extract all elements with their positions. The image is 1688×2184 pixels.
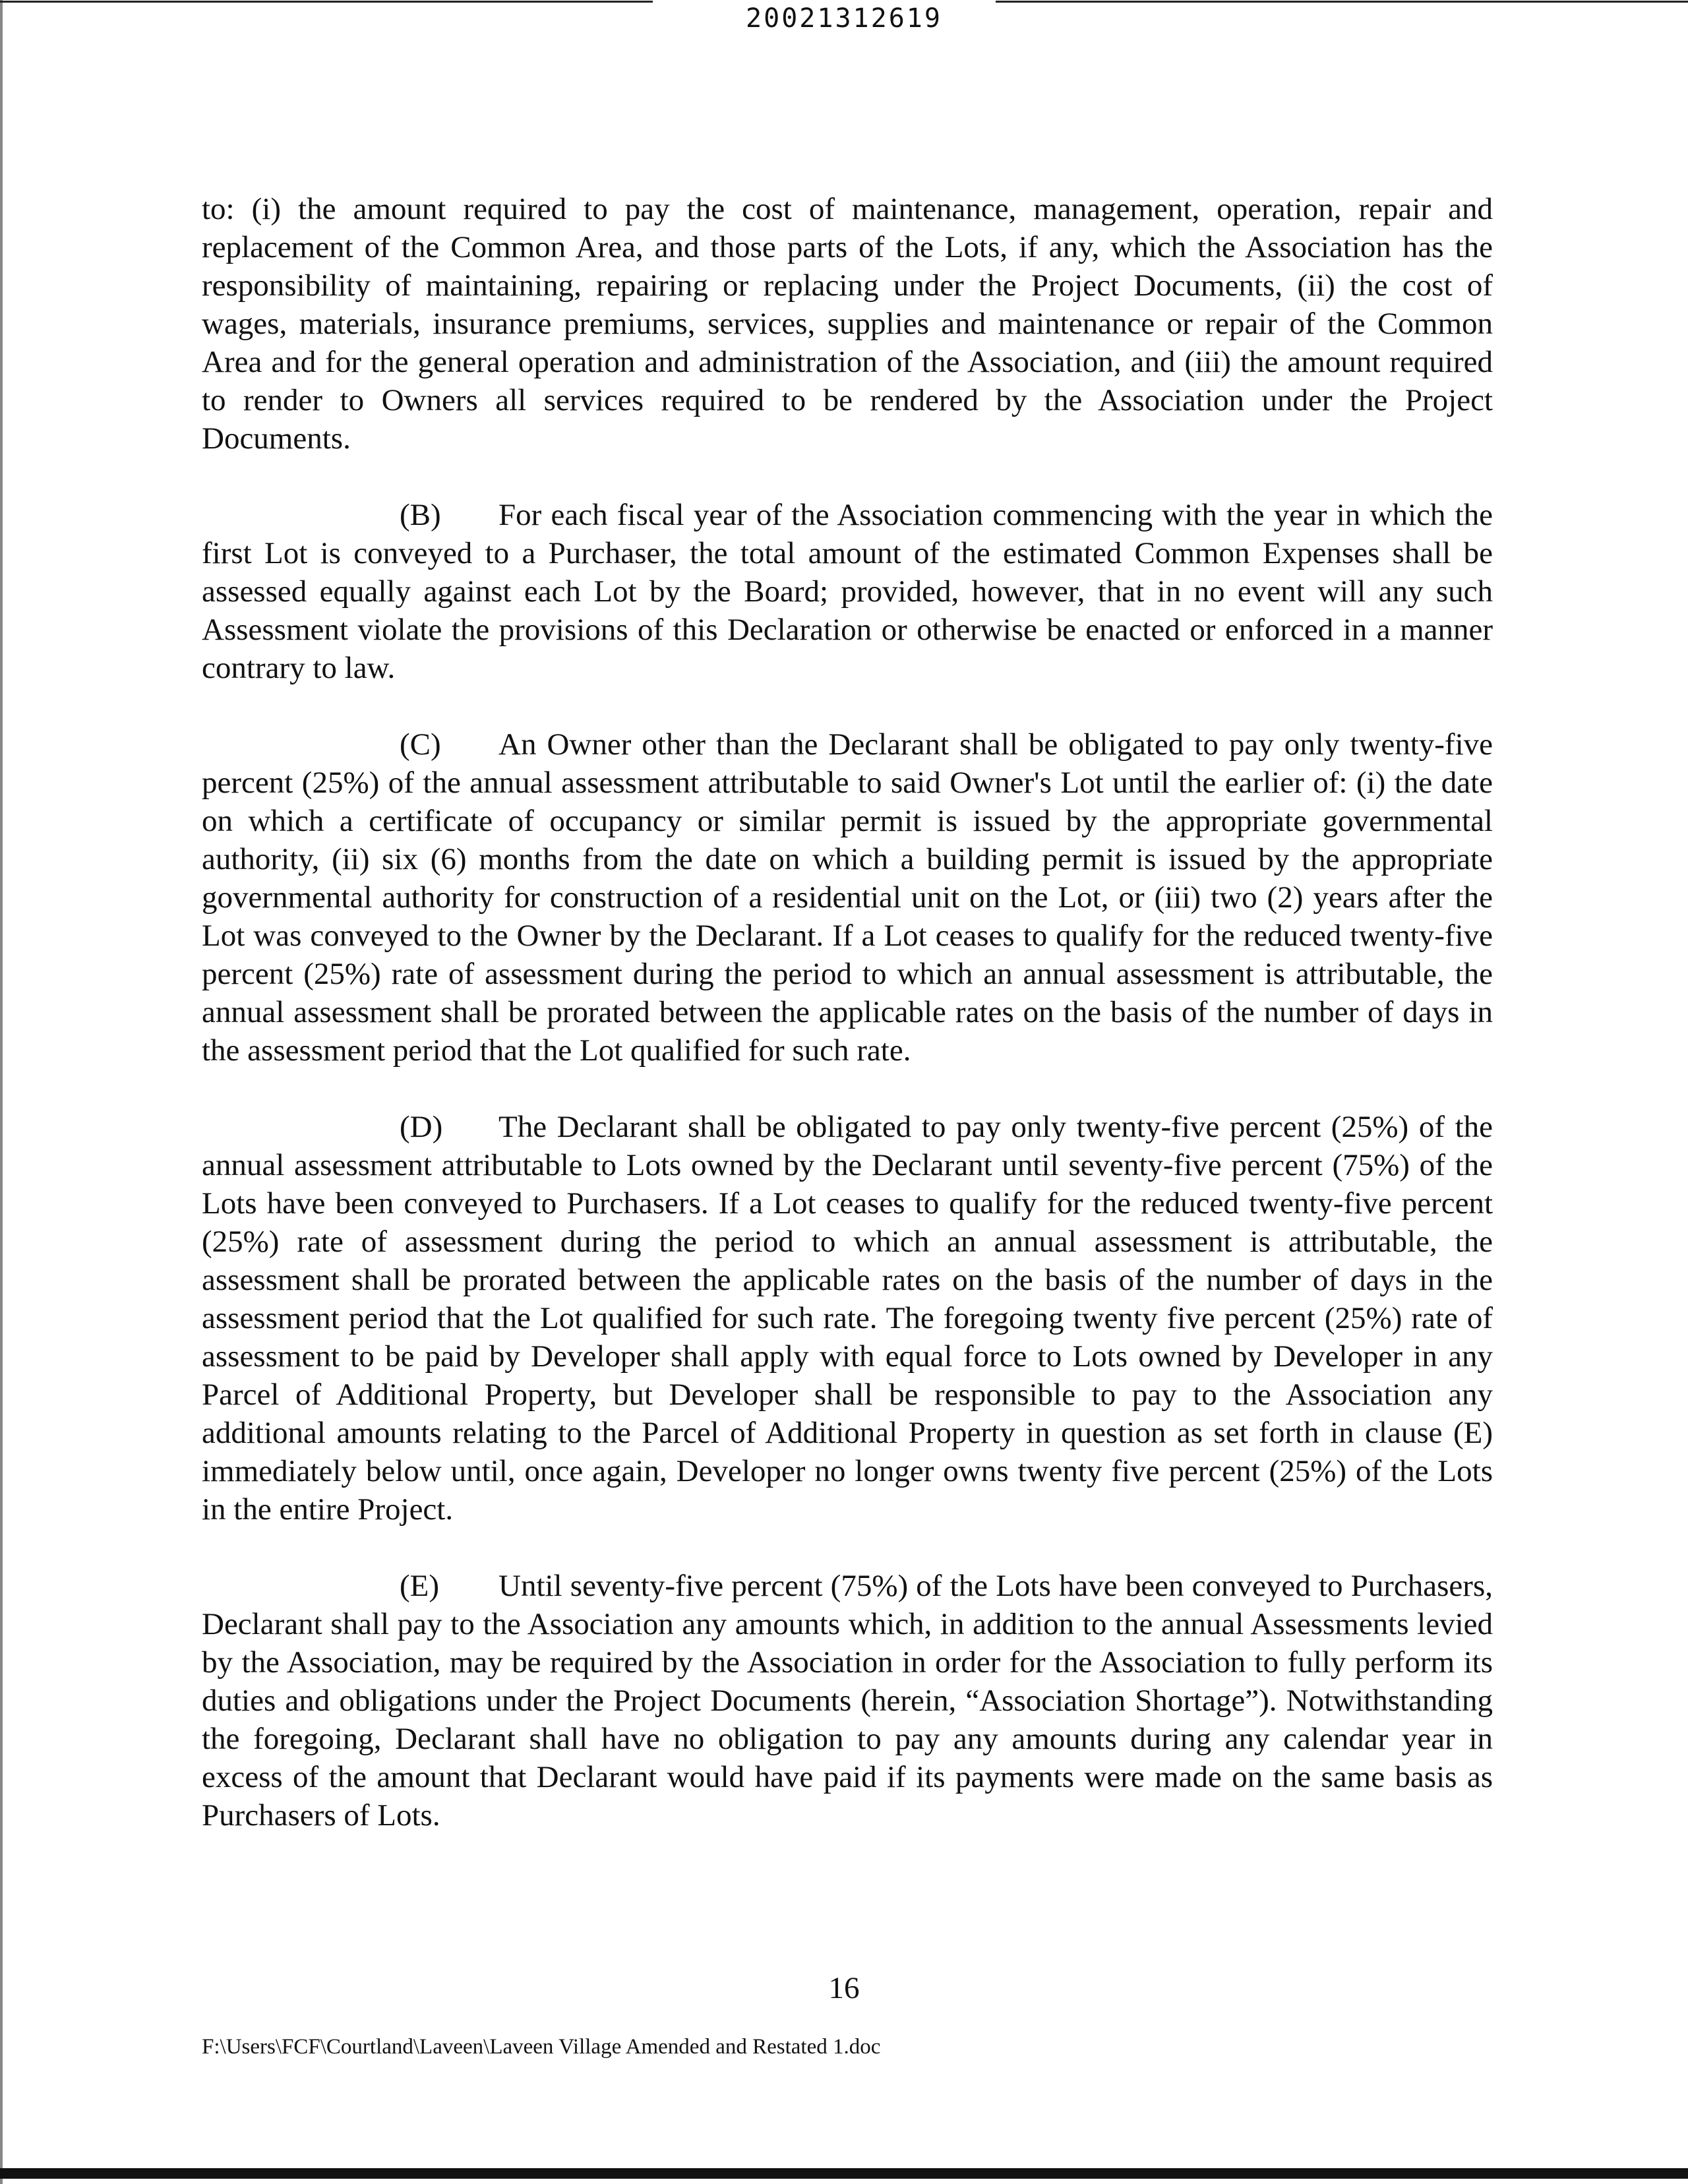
paragraph-d-label: (D): [400, 1110, 443, 1144]
paragraph-c: [202, 725, 1493, 1070]
recording-number: 20021312619: [746, 3, 942, 34]
page-number: 16: [828, 1971, 860, 2005]
paragraph-c-label: (C): [400, 727, 441, 762]
paragraph-d: [202, 1108, 1493, 1529]
paragraph-c-text: An Owner other than the Declarant shall be obligated to pay only twenty-five percent (25%) of the annual assessment attributable to said Owner's Lot until the earlier of: (i) the date on which a certificate of occupancy or similar permit is issued by the appropriate governmental authority, (ii) six (6) months from the date on which a building permit is issued by the appropriate governmental authority for construction of a residential unit on the Lot, or (iii) two (2) years after the Lot was conveyed to the Owner by the Declarant. If a Lot ceases to qualify for the reduced twenty-five percent (25%) rate of assessment during the period to which an annual assessment is attributable, the annual assessment shall be prorated between the applicable rates on the basis of the number of days in the assessment period that the Lot qualified for such rate.: [202, 727, 1493, 1068]
document-body: [202, 190, 1493, 1873]
paragraph-d-text: The Declarant shall be obligated to pay only twenty-five percent (25%) of the annual assessment attributable to Lots owned by the Declarant until seventy-five percent (75%) of the Lots have been conveyed to Purchasers. If a Lot ceases to qualify for the reduced twenty-five percent (25%) rate of assessment during the period to which an annual assessment is attributable, the assessment shall be prorated between the applicable rates on the basis of the number of days in the assessment period that the Lot qualified for such rate. The foregoing twenty five percent (25%) rate of assessment to be paid by Developer shall apply with equal force to Lots owned by Developer in any Parcel of Additional Property, but Developer shall be responsible to pay to the Association any additional amounts relating to the Parcel of Additional Property in question as set forth in clause (E) immediately below until, once again, Developer no longer owns twenty five percent (25%) of the Lots in the entire Project.: [202, 1110, 1493, 1527]
file-path-footer: F:\Users\FCF\Courtland\Laveen\Laveen Village Amended and Restated 1.doc: [202, 2035, 881, 2059]
paragraph-e: [202, 1567, 1493, 1835]
paragraph-a-continued: to: (i) the amount required to pay the cost of maintenance, management, operation, repair and replacement of the Common Area, and those parts of the Lots, if any, which the Association has the responsibility of maintaining, repairing or replacing under the Project Documents, (ii) the cost of wages, materials, insurance premiums, services, supplies and maintenance or repair of the Common Area and for the general operation and administration of the Association, and (iii) the amount required to render to Owners all services required to be rendered by the Association under the Project Documents.: [202, 192, 1493, 456]
paragraph-b-text: For each fiscal year of the Association commencing with the year in which the first Lot is conveyed to a Purchaser, the total amount of the estimated Common Expenses shall be assessed equally against each Lot by the Board; provided, however, that in no event will any such Assessment violate the provisions of this Declaration or otherwise be enacted or enforced in a manner contrary to law.: [202, 498, 1493, 685]
paragraph-b-label: (B): [400, 498, 441, 532]
paragraph-e-label: (E): [400, 1569, 440, 1603]
scan-left-edge: [0, 0, 3, 2184]
paragraph-b: [202, 496, 1493, 687]
bottom-rule: [0, 2168, 1688, 2179]
paragraph-e-text: Until seventy-five percent (75%) of the Lots have been conveyed to Purchasers, Declarant shall pay to the Association any amounts which, in addition to the annual Assessments levied by the Association, may be required by the Association in order for the Association to fully perform its duties and obligations under the Project Documents (herein, “Association Shortage”). Notwithstanding the foregoing, Declarant shall have no obligation to pay any amounts during any calendar year in excess of the amount that Declarant would have paid if its payments were made on the same basis as Purchasers of Lots.: [202, 1569, 1493, 1833]
